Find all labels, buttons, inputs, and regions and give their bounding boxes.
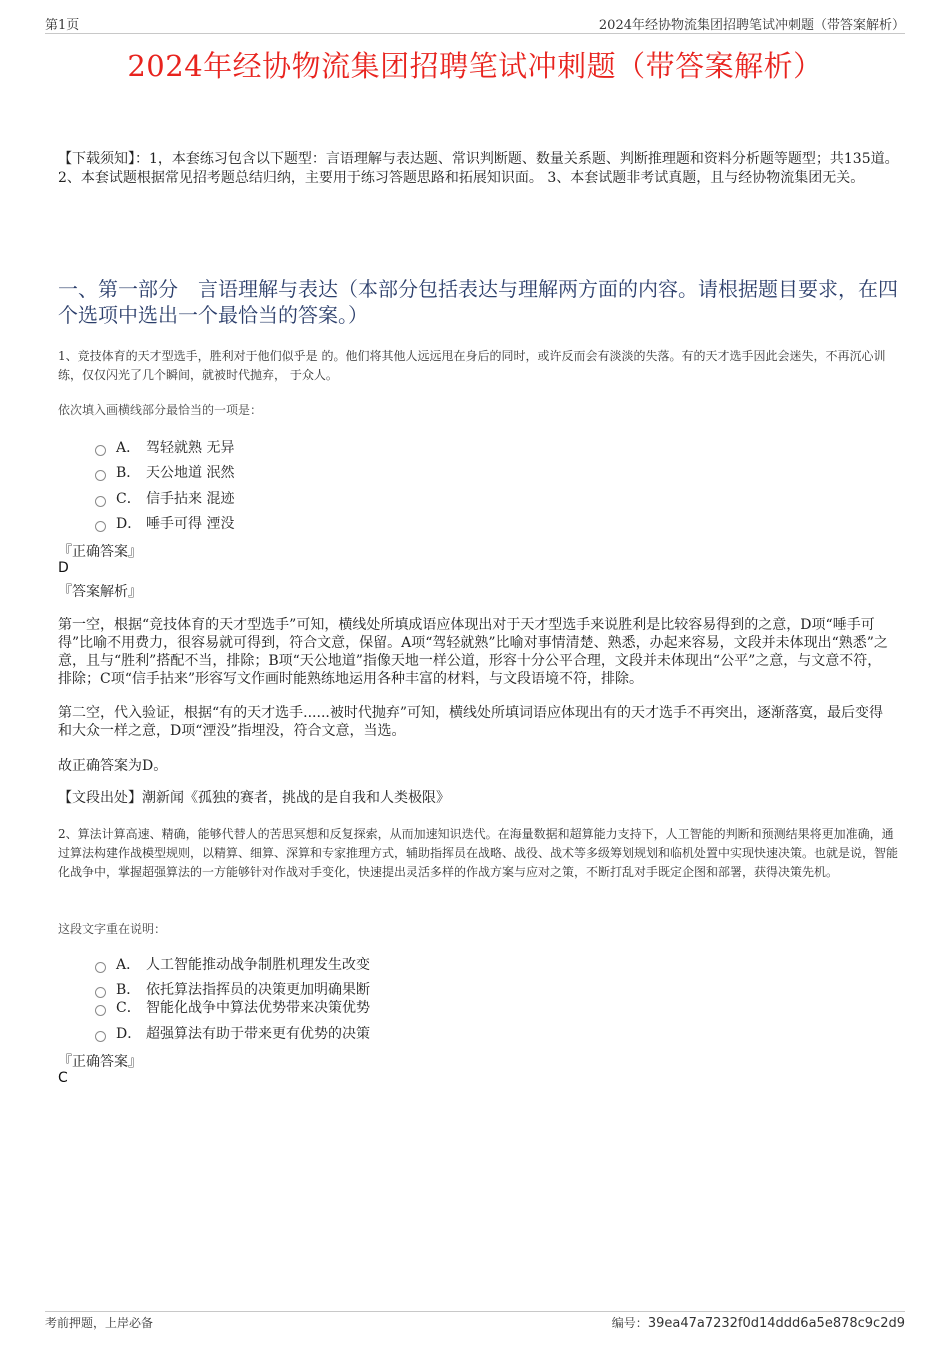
radio-icon[interactable] (95, 1031, 106, 1042)
option-text: 天公地道 泯然 (146, 465, 235, 481)
footer-code-value: 39ea47a7232f0d14ddd6a5e878c9c2d9 (647, 1316, 905, 1331)
footer-slogan: 考前押题，上岸必备 (45, 1316, 154, 1330)
radio-icon[interactable] (95, 962, 106, 973)
q1-conclusion: 故正确答案为D。 (58, 758, 168, 774)
q1-option-b[interactable] (95, 462, 234, 482)
option-text: 超强算法有助于带来更有优势的决策 (146, 1026, 370, 1042)
q1-analysis-paragraph-1: 第一空，根据“竞技体育的天才型选手”可知，横线处所填成语应体现出对于天才型选手来说胜利是比较容易得到的之意，D项“唾手可得”比喻不用费力，很容易就可得到，符合文意，保留。A项“驾轻就熟”比喻对事情清楚、熟悉，办起来容易，文段并未体现出“熟悉”之意，且与“胜利”搭配不当，排除；B项“天公地道”指像天地一样公道，形容十分公平合理，文段并未体现出“公平”之意，与文意不符，排除；C项“信手拈来”形容写文作画时能熟练地运用各种丰富的材料，与文段语境不符，排除。 (58, 617, 888, 687)
radio-icon[interactable] (95, 470, 106, 481)
document-title: 2024年经协物流集团招聘笔试冲刺题（带答案解析） (127, 49, 823, 83)
q2-option-b[interactable] (95, 979, 370, 999)
q2-option-c[interactable] (95, 997, 370, 1017)
option-text: 唾手可得 湮没 (146, 516, 235, 532)
option-letter: D． (116, 516, 142, 532)
q1-analysis-paragraph-2: 第二空，代入验证，根据“有的天才选手......被时代抛弃”可知，横线处所填词语应体现出有的天才选手不再突出，逐渐落寞，最后变得和大众一样之意，D项“湮没”指埋没，符合文意，当选。 (58, 705, 884, 739)
option-letter: B． (116, 465, 141, 481)
q2-option-d[interactable] (95, 1023, 370, 1043)
option-letter: A． (116, 440, 141, 456)
q2-answer-label: 『正确答案』 (58, 1054, 142, 1070)
section-heading: 一、第一部分 言语理解与表达（本部分包括表达与理解两方面的内容。请根据题目要求，在四个选项中选出一个最恰当的答案。） (58, 277, 898, 327)
option-letter: D． (116, 1026, 142, 1042)
radio-icon[interactable] (95, 521, 106, 532)
option-letter: A． (116, 957, 141, 973)
q1-source: 【文段出处】潮新闻《孤独的赛者，挑战的是自我和人类极限》 (58, 790, 450, 806)
q2-answer: C (58, 1070, 68, 1086)
option-text: 智能化战争中算法优势带来决策优势 (146, 1000, 370, 1016)
q1-answer: D (58, 560, 69, 576)
q1-option-d[interactable] (95, 513, 234, 533)
footer-code-label: 编号： (611, 1316, 648, 1330)
option-text: 人工智能推动战争制胜机理发生改变 (146, 957, 370, 973)
page-number: 第1页 (45, 18, 80, 33)
option-letter: C． (116, 1000, 141, 1016)
option-text: 依托算法指挥员的决策更加明确果断 (146, 982, 370, 998)
q1-answer-label: 『正确答案』 (58, 544, 142, 560)
radio-icon[interactable] (95, 445, 106, 456)
header-divider (45, 33, 905, 34)
download-notice: 【下载须知】：1，本套练习包含以下题型：言语理解与表达题、常识判断题、数量关系题、判断推理题和资料分析题等题型；共135道。 2、本套试题根据常见招考题总结归纳，主要用于练习答题思路和拓展知识面。 3、本套试题非考试真题，且与经协物流集团无关。 (58, 151, 899, 186)
question-2-prompt: 这段文字重在说明： (58, 922, 167, 936)
q1-analysis-label: 『答案解析』 (58, 584, 142, 600)
question-1-prompt: 依次填入画横线部分最恰当的一项是： (58, 403, 263, 417)
q1-option-a[interactable] (95, 437, 234, 457)
footer-divider (45, 1311, 905, 1312)
option-letter: C． (116, 491, 141, 507)
radio-icon[interactable] (95, 987, 106, 998)
option-letter: B． (116, 982, 141, 998)
q2-option-a[interactable] (95, 954, 370, 974)
question-1-stem: 1、竞技体育的天才型选手，胜利对于他们似乎是 的。他们将其他人远远甩在身后的同时，或许反而会有淡淡的失落。有的天才选手因此会迷失，不再沉心训练，仅仅闪光了几个瞬间，就被时代抛弃， 于众人。 (58, 349, 886, 382)
q1-option-c[interactable] (95, 488, 234, 508)
question-2-stem: 2、算法计算高速、精确，能够代替人的苦思冥想和反复探索，从而加速知识迭代。在海量数据和超算能力支持下，人工智能的判断和预测结果将更加准确，通过算法构建作战模型规则，以精算、细算、深算和专家推理方式，辅助指挥员在战略、战役、战术等多级筹划规划和临机处置中实现快速决策。也就是说，智能化战争中，掌握超强算法的一方能够针对作战对手变化，快速提出灵活多样的作战方案与应对之策，不断打乱对手既定企图和部署，获得决策先机。 (58, 827, 899, 879)
option-text: 驾轻就熟 无异 (146, 440, 235, 456)
header-doc-title: 2024年经协物流集团招聘笔试冲刺题（带答案解析） (598, 18, 905, 33)
radio-icon[interactable] (95, 1005, 106, 1016)
radio-icon[interactable] (95, 496, 106, 507)
option-text: 信手拈来 混迹 (146, 491, 235, 507)
footer-code (612, 1314, 905, 1331)
